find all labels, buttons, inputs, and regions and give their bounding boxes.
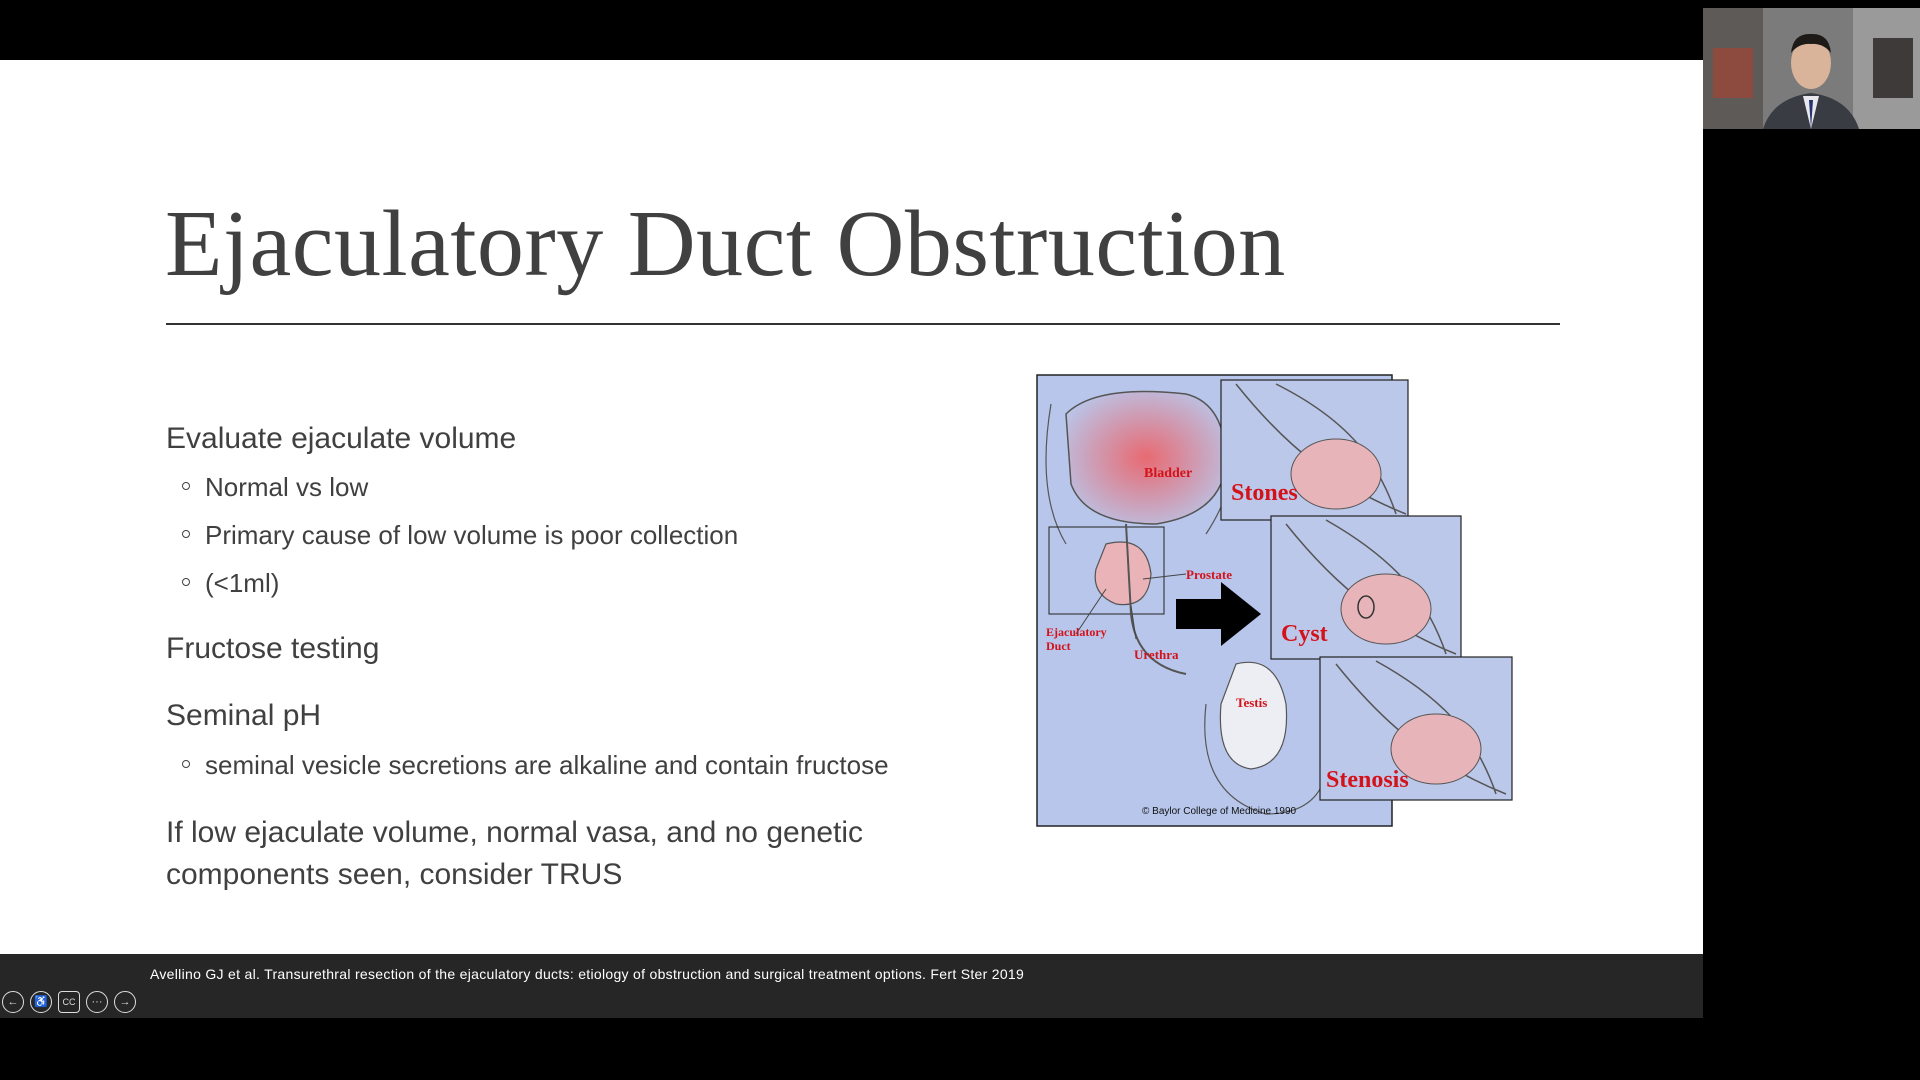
captions-button[interactable] [58, 991, 80, 1013]
arrow-left-icon: ← [7, 995, 19, 1008]
label-duct: Duct [1046, 639, 1071, 653]
testis-shape [1220, 662, 1286, 769]
bullet-volume-threshold: (<1ml) [182, 568, 279, 599]
heading-seminal-ph: Seminal pH [166, 699, 322, 732]
player-controls [2, 991, 136, 1013]
bullet-normal-vs-low: Normal vs low [182, 472, 368, 503]
bullet-icon [182, 578, 190, 586]
figure-copyright: © Baylor College of Medicine 1990 [1142, 806, 1297, 817]
label-prostate: Prostate [1186, 567, 1232, 582]
label-stenosis: Stenosis [1326, 767, 1409, 793]
player-bottom-bar [0, 954, 1703, 1018]
label-ejaculatory: Ejaculatory [1046, 625, 1107, 639]
bullet-poor-collection: Primary cause of low volume is poor collection [182, 520, 738, 551]
label-bladder: Bladder [1144, 466, 1193, 481]
previous-button[interactable] [2, 991, 24, 1013]
slide [0, 60, 1703, 954]
more-options-button[interactable] [86, 991, 108, 1013]
label-stones: Stones [1231, 480, 1298, 506]
prostate-shape [1095, 542, 1151, 605]
citation-text: Avellino GJ et al. Transurethral resection of the ejaculatory ducts: etiology of obstruction and surgical treatment options. Fert Ster 2019 [150, 966, 1025, 982]
presenter-webcam-video [1703, 8, 1920, 129]
heading-consider-trus: If low ejaculate volume, normal vasa, and no genetic components seen, consider TRUS [166, 816, 864, 891]
arrow-right-icon: → [119, 995, 131, 1008]
heading-ejaculate-volume: Evaluate ejaculate volume [166, 422, 517, 455]
heading-fructose-testing: Fructose testing [166, 632, 380, 665]
diagram-svg [1036, 374, 1516, 829]
bullet-seminal-vesicle: seminal vesicle secretions are alkaline and contain fructose [182, 750, 889, 781]
bullet-icon [182, 482, 190, 490]
cc-icon: CC [62, 996, 76, 1007]
title-divider [166, 323, 1560, 325]
ejaculatory-duct-diagram [1036, 374, 1516, 829]
more-icon: ··· [91, 995, 103, 1008]
bladder-shape [1066, 392, 1226, 525]
accessibility-button[interactable] [30, 991, 52, 1013]
bullet-icon [182, 530, 190, 538]
accessibility-icon: ♿ [34, 995, 48, 1008]
bullet-icon [182, 760, 190, 768]
next-button[interactable] [114, 991, 136, 1013]
label-urethra: Urethra [1134, 647, 1179, 662]
slide-title: Ejaculatory Duct Obstruction [165, 192, 1286, 296]
label-testis: Testis [1236, 695, 1268, 710]
label-cyst: Cyst [1281, 621, 1328, 647]
